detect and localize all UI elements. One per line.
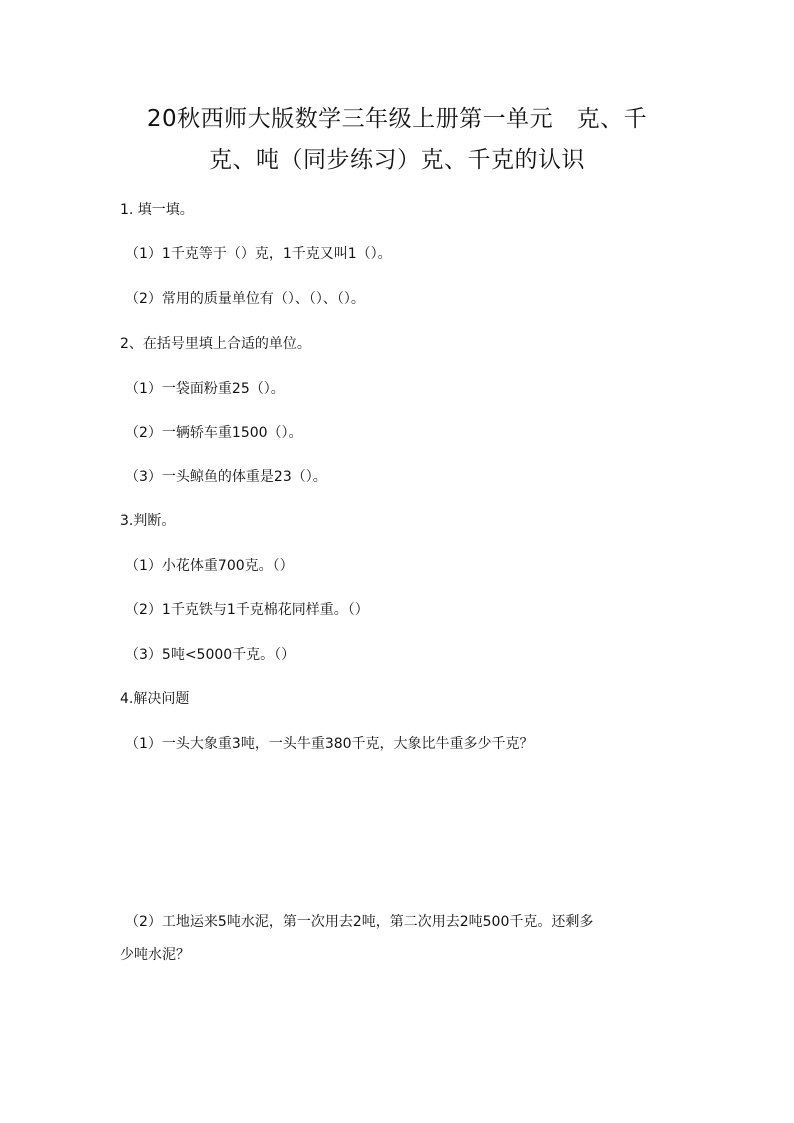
title-line-2: 克、吨（同步练习）克、千克的认识 [209, 147, 585, 173]
question-1-item-1: （1）1千克等于（）克，1千克又叫1（）。 [125, 246, 392, 262]
question-1-item-2: （2）常用的质量单位有（）、（）、（）。 [125, 291, 365, 307]
question-2-item-3: （3）一头鲸鱼的体重是23（）。 [125, 469, 327, 485]
question-1-heading: 1. 填一填。 [120, 202, 194, 218]
question-4-item-2-line-1: （2）工地运来5吨水泥，第一次用去2吨，第二次用去2吨500千克。还剩多 [125, 914, 594, 930]
question-3-heading: 3.判断。 [120, 513, 176, 529]
question-2-item-1: （1）一袋面粉重25（）。 [125, 381, 285, 397]
question-3-item-2: （2）1千克铁与1千克棉花同样重。（） [125, 602, 369, 618]
question-3-item-1: （1）小花体重700克。（） [125, 558, 294, 574]
question-2-item-2: （2）一辆轿车重1500（）。 [125, 425, 303, 441]
question-4-heading: 4.解决问题 [120, 691, 190, 707]
title-line-1: 20秋西师大版数学三年级上册第一单元 克、千 [146, 106, 648, 132]
question-3-item-3: （3）5吨<5000千克。（） [125, 647, 296, 663]
question-2-heading: 2、在括号里填上合适的单位。 [120, 336, 311, 352]
question-4-item-1: （1）一头大象重3吨，一头牛重380千克，大象比牛重多少千克？ [125, 736, 534, 752]
question-4-item-2-line-2: 少吨水泥？ [120, 947, 190, 963]
